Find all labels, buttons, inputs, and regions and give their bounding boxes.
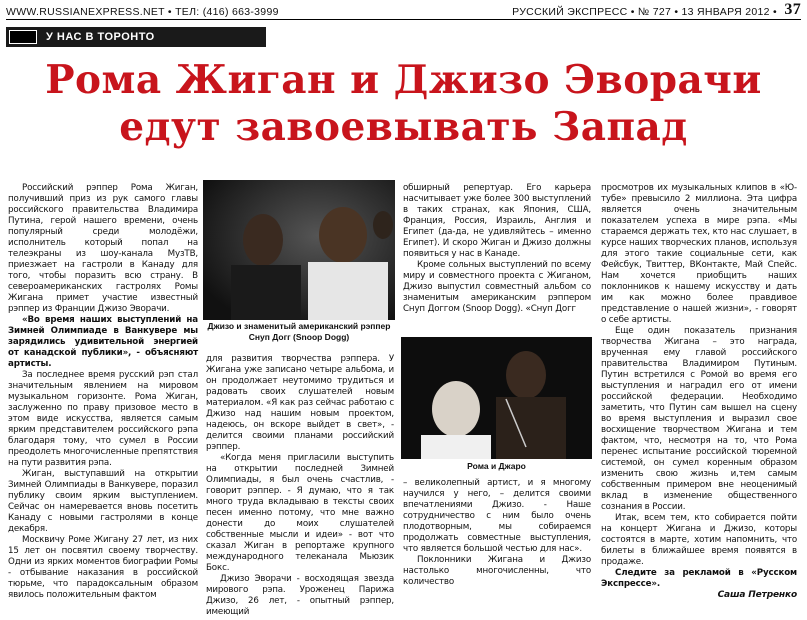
paragraph: просмотров их музыкальных клипов в «Ю-тубе» превысило 2 миллиона. Эта цифра является очень значительным показателем успеха в мире рэпа. «Мы стараемся держать тех, кто нас слушает, в курсе наших творческих планов, используя для этого такие социальные сети, как Фейсбук, Твиттер, ВКонтакте, Май Спейс. Нам хочется приобщить наших поклонников к нашему искусству и дать им как можно более правдивое представление о нашей жизни», - говорят о себе артисты.: [601, 183, 797, 325]
headline: [0, 57, 807, 151]
photo-caption: Джизо и знаменитый американский рэппер Снуп Догг (Snoop Dogg): [207, 321, 391, 342]
paragraph: Москвичу Роме Жигану 27 лет, из них 15 лет он посвятил своему творчеству. Одни из ярких моментов биографии Ромы - отбывание наказания в российской тюрьме, что парадоксальным образом явилось положительным фактом: [8, 535, 198, 600]
paragraph: «Во время наших выступлений на Зимней Олимпиаде в Ванкувере мы зарядились удивительной энергией от канадской публики», - объясняют артисты.: [8, 315, 198, 369]
article-column-2: [206, 354, 394, 618]
section-square-icon: [9, 30, 37, 44]
headline-line-1: Рома Жиган и Джизо Эворачи: [45, 57, 762, 103]
paragraph: Итак, всем тем, кто собирается пойти на концерт Жигана и Джизо, которы состоятся в марте, хотим напомнить, что билеты в ближайшее время появятся в продаже.: [601, 513, 797, 567]
page-header: [6, 1, 801, 20]
article-column-1: [8, 183, 198, 601]
header-issue-info: РУССКИЙ ЭКСПРЕСС • № 727 • 13 ЯНВАРЯ 2012 •: [512, 6, 777, 18]
paragraph: Российский рэппер Рома Жиган, получивший приз из рук самого главы российского правительства Владимира Путина, герой нашего времени, очень популярный среди молодёжи, исполнитель который попал на телеэкраны из шоу-канала МузТВ, приезжает на гастроли в Канаду для того, чтобы поразить всю страну. В североамериканских гастролях Ромы Жигана примет участие известный рэппер из Франции Джизо Эворачи.: [8, 183, 198, 314]
paragraph: для развития творчества рэппера. У Жигана уже записано четыре альбома, и он продолжает неутомимо трудиться и радовать своих слушателей новым материалом. «Я как раз сейчас работаю с Джизо над нашим новым проектом, надеюсь, он вскоре выйдет в свет», - делится своими планами российский рэппер.: [206, 354, 394, 452]
author-signature: Саша Петренко: [717, 590, 797, 600]
paragraph: Еще один показатель признания творчества Жигана – это награда, врученная ему главой российского правительства Владимиром Путиным. Путин встретился с Ромой во время его выступления и наградил его от имени российской федерации. Необходимо заметить, что Путин сам вышел на сцену во время выступления и выразил свое восхищение творчеством Жигана и тем фактом, что, несмотря на то, что Рома перенес испытание российской тюремной системой, он сумел коренным образом изменить свою жизнь и,тем самым собственным примером вне неоценимый вклад в изменение общественного сознания в России.: [601, 326, 797, 512]
page-number: 37: [784, 1, 801, 18]
header-website-phone: WWW.RUSSIANEXPRESS.NET • ТЕЛ: (416) 663-3999: [6, 6, 279, 18]
paragraph: Джизо Эворачи - восходящая звезда мирового рэпа. Уроженец Парижа Джизо, 26 лет, - опытный рэппер, имеющий: [206, 574, 394, 617]
paragraph: «Когда меня пригласили выступить на открытии последней Зимней Олимпиады, я был очень счастлив, - говорит рэппер. - Я думаю, что я так много труда вкладываю в тексты своих песен именно потому, что мне важно донести до моих слушателей собственные мысли и идеи» - вот что сказал Жиган в репортаже крупного международного телеканала Мьюзик Бокс.: [206, 453, 394, 573]
photo-caption: Рома и Джаро: [467, 461, 526, 471]
section-label-text: У НАС В ТОРОНТО: [46, 31, 155, 43]
paragraph: Кроме сольных выступлений по всему миру и совместного проекта с Жиганом, Джизо выпустил совместный альбом со знаменитым американским рэппером Снуп Доггом (Snoop Dogg). «Снуп Догг: [403, 260, 591, 314]
article-column-3-bottom: [403, 478, 591, 588]
section-label: [6, 27, 266, 47]
headline-line-2: едут завоевывать Запад: [119, 104, 688, 150]
paragraph: обширный репертуар. Его карьера насчитывает уже более 300 выступлений в таких странах, как Япония, США, Франция, Россия, Израиль, Англия и Египет (да-да, не удивляйтесь – именно Египет). И скоро Жиган и Джизо должны появиться у нас в Канаде.: [403, 183, 591, 259]
photo-jizo-snoop-dogg: [203, 180, 395, 320]
paragraph: За последнее время русский рэп стал значительным явлением на мировом музыкальном горизонте. Рома Жиган, заслуженно по праву призовое место в этом виде искусства, является самым ярким представителем российского рэпа благодаря тому, что сумел в России преодолеть многочисленные препятствия на пути развития рэпа.: [8, 370, 199, 468]
photo-jizo-snoop-dogg-image: [203, 180, 395, 320]
paragraph: – великолепный артист, и я многому научился у него, – делится своими впечатлениями Джизо. - Наше сотрудничество с ним было очень плодотворным, мы собираемся продолжать совместные выступления, что является большой честью для нас».: [403, 478, 591, 554]
paragraph: Поклонники Жигана и Джизо настолько многочисленны, что количество: [403, 555, 591, 587]
article-column-4: [601, 183, 797, 601]
article-column-3-top: [403, 183, 591, 315]
photo-roma-jaro: [401, 337, 592, 459]
paragraph: Жиган, выступавший на открытии Зимней Олимпиады в Ванкувере, поразил публику своим ярким выступлением. Сейчас он намеревается вновь посетить Канаду с новыми гастролями в конце декабря.: [8, 469, 198, 534]
paragraph: Следите за рекламой в «Русском Экспрессе».: [601, 568, 797, 589]
photo-roma-jaro-image: [401, 337, 592, 459]
